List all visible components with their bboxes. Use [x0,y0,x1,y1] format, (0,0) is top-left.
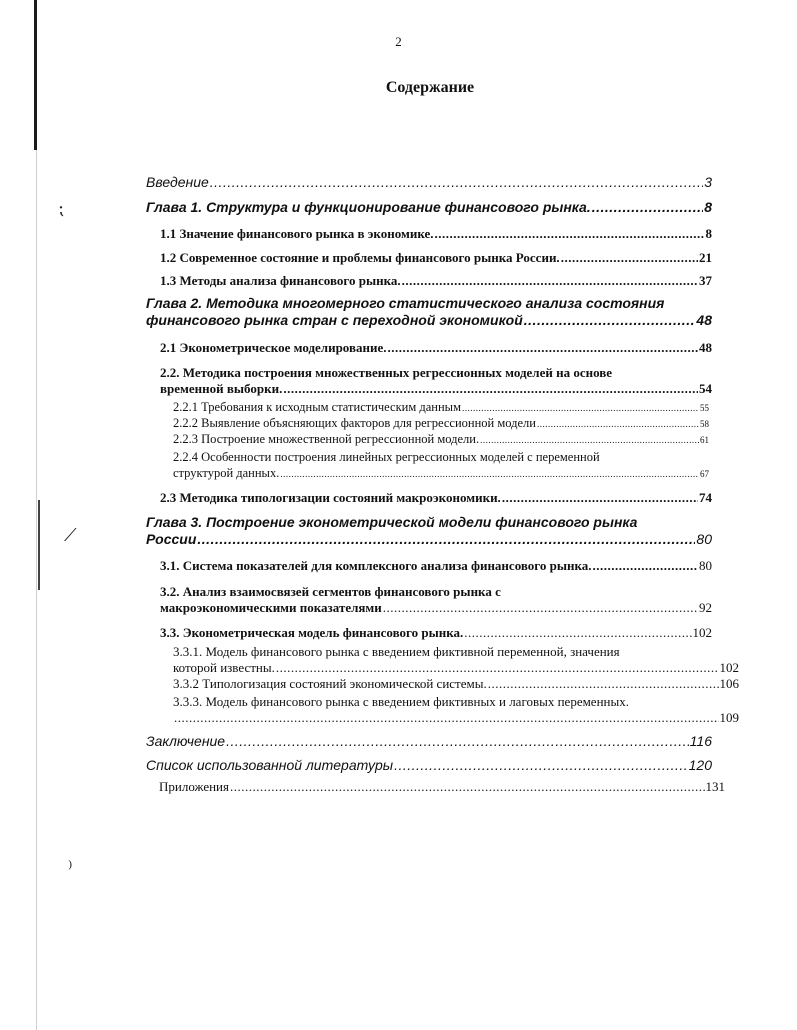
scan-speck: ⟋ [64,525,77,546]
scan-edge [36,150,37,1030]
toc-entry-3-2[interactable]: 3.2. Анализ взаимосвязей сегментов финансового рынка с макроэкономическими показателями ..... 92 [146,583,712,616]
toc-entry-2-1[interactable]: 2.1 Эконометрическое моделирование. ..... 48 [146,340,712,356]
scan-speck: ⁏ [58,198,65,219]
toc-entry-references[interactable]: Список использованной литературы ..... 120 [146,757,712,773]
toc-entry-2-2-3[interactable]: 2.2.3 Построение множественной регрессионной модели. ..... 61 [146,432,709,447]
toc-entry-2-2[interactable]: 2.2. Методика построения множественных регрессионных моделей на основе временной выборки. ..... 54 [146,364,712,397]
toc-entry-appendix[interactable]: Приложения ..... 131 [146,779,725,795]
toc-entry-3-3[interactable]: 3.3. Эконометрическая модель финансового рынка. ..... 102 [146,625,712,641]
scan-edge [34,0,37,150]
toc-entry-chapter-2[interactable]: Глава 2. Методика многомерного статистического анализа состояния финансового рынка стран с переходной экономикой ..... 48 [146,295,712,328]
toc-entry-3-1[interactable]: 3.1. Система показателей для комплексного анализа финансового рынка. ..... 80 [146,558,712,574]
toc-entry-1-2[interactable]: 1.2 Современное состояние и проблемы финансового рынка России. ..... 21 [146,250,712,266]
scan-speck: ⁾ [68,858,73,879]
toc-entry-chapter-3[interactable]: Глава 3. Построение эконометрической модели финансового рынка России ..... 80 [146,514,712,547]
toc-entry-3-3-2[interactable]: 3.3.2 Типологизация состояний экономической системы. ..... 106 [146,676,739,692]
toc-entry-1-1[interactable]: 1.1 Значение финансового рынка в экономике. ..... 8 [146,226,712,242]
toc-entry-2-2-2[interactable]: 2.2.2 Выявление объясняющих факторов для регрессионной модели ..... 58 [146,416,709,431]
toc-entry-1-3[interactable]: 1.3 Методы анализа финансового рынка. ..... 37 [146,273,712,289]
toc-entry-2-2-4[interactable]: 2.2.4 Особенности построения линейных регрессионных моделей с переменной структурой данных. ..... 67 [146,449,709,481]
scan-edge [38,500,40,590]
toc-entry-conclusion[interactable]: Заключение ..... 116 [146,733,712,749]
toc-entry-2-2-1[interactable]: 2.2.1 Требования к исходным статистическим данным ..... 55 [146,400,709,415]
toc-entry-chapter-1[interactable]: Глава 1. Структура и функционирование финансового рынка. ..... 8 [146,199,712,215]
toc-entry-intro[interactable]: Введение ..... 3 [146,174,712,190]
toc-entry-3-3-3[interactable]: 3.3.3. Модель финансового рынка с введением фиктивных и лаговых переменных. ..... 109 [146,693,739,726]
toc-entry-3-3-1[interactable]: 3.3.1. Модель финансового рынка с введением фиктивной переменной, значения которой известны. ..... 102 [146,643,739,676]
page-number: 2 [395,34,402,49]
toc-entry-2-3[interactable]: 2.3 Методика типологизации состояний макроэкономики. ..... 74 [146,490,712,506]
page-title: Содержание [385,79,475,96]
